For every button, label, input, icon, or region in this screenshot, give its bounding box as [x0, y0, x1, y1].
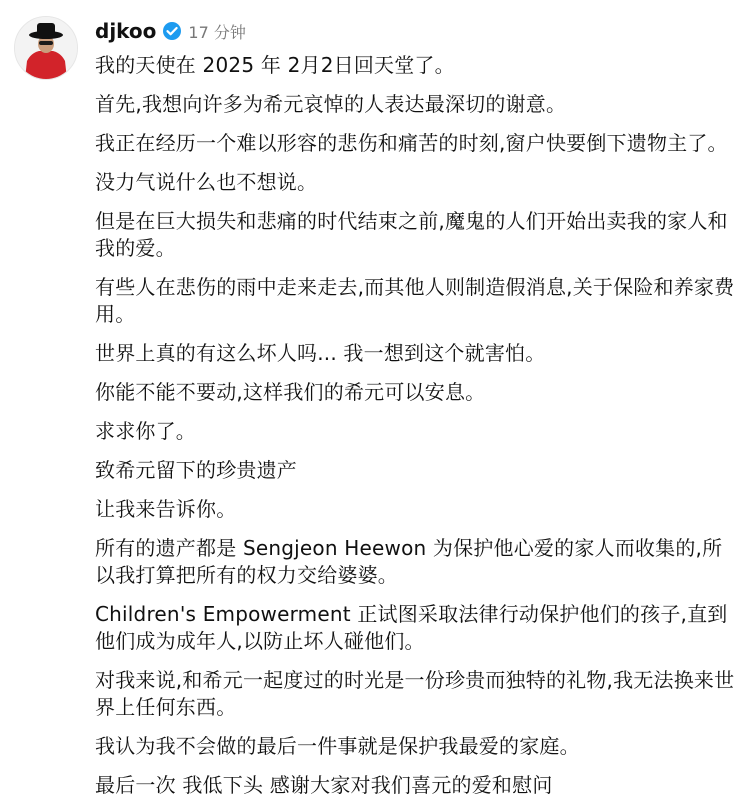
caption-paragraph: 求求你了。 [95, 419, 196, 443]
caption-paragraph: 我认为我不会做的最后一件事就是保护我最爱的家庭。 [95, 734, 580, 758]
caption-paragraph: 有些人在悲伤的雨中走来走去,而其他人则制造假消息,关于保险和养家费用。 [95, 275, 735, 326]
caption-paragraph: 对我来说,和希元一起度过的时光是一份珍贵而独特的礼物,我无法换来世界上任何东西。 [95, 668, 735, 719]
avatar-image [15, 17, 77, 79]
caption-paragraph: 致希元留下的珍贵遗产 [95, 458, 297, 482]
username[interactable]: djkoo [95, 19, 157, 43]
post-header [95, 16, 246, 46]
caption-paragraph: 让我来告诉你。 [95, 497, 237, 521]
caption-paragraph: Children's Empowerment 正试图采取法律行动保护他们的孩子,直到他们成为成年人,以防止坏人碰他们。 [95, 602, 728, 653]
avatar[interactable] [14, 16, 78, 80]
caption-paragraph: 没力气说什么也不想说。 [95, 170, 318, 194]
verified-badge-icon [162, 21, 182, 41]
caption-paragraph: 世界上真的有这么坏人吗... 我一想到这个就害怕。 [95, 341, 546, 365]
caption-paragraph: 最后一次 我低下头 感谢大家对我们喜元的爱和慰问 [95, 773, 553, 797]
caption-paragraph: 你能不能不要动,这样我们的希元可以安息。 [95, 380, 486, 404]
caption-paragraph: 首先,我想向许多为希元哀悼的人表达最深切的谢意。 [95, 92, 567, 116]
post-caption [95, 52, 735, 799]
caption-paragraph: 所有的遗产都是 Sengjeon Heewon 为保护他心爱的家人而收集的,所以我打算把所有的权力交给婆婆。 [95, 536, 723, 587]
caption-paragraph: 我正在经历一个难以形容的悲伤和痛苦的时刻,窗户快要倒下遗物主了。 [95, 131, 728, 155]
caption-paragraph: 我的天使在 2025 年 2月2日回天堂了。 [95, 53, 455, 77]
caption-paragraph: 但是在巨大损失和悲痛的时代结束之前,魔鬼的人们开始出卖我的家人和我的爱。 [95, 209, 728, 260]
post-time: 17 分钟 [188, 22, 246, 42]
